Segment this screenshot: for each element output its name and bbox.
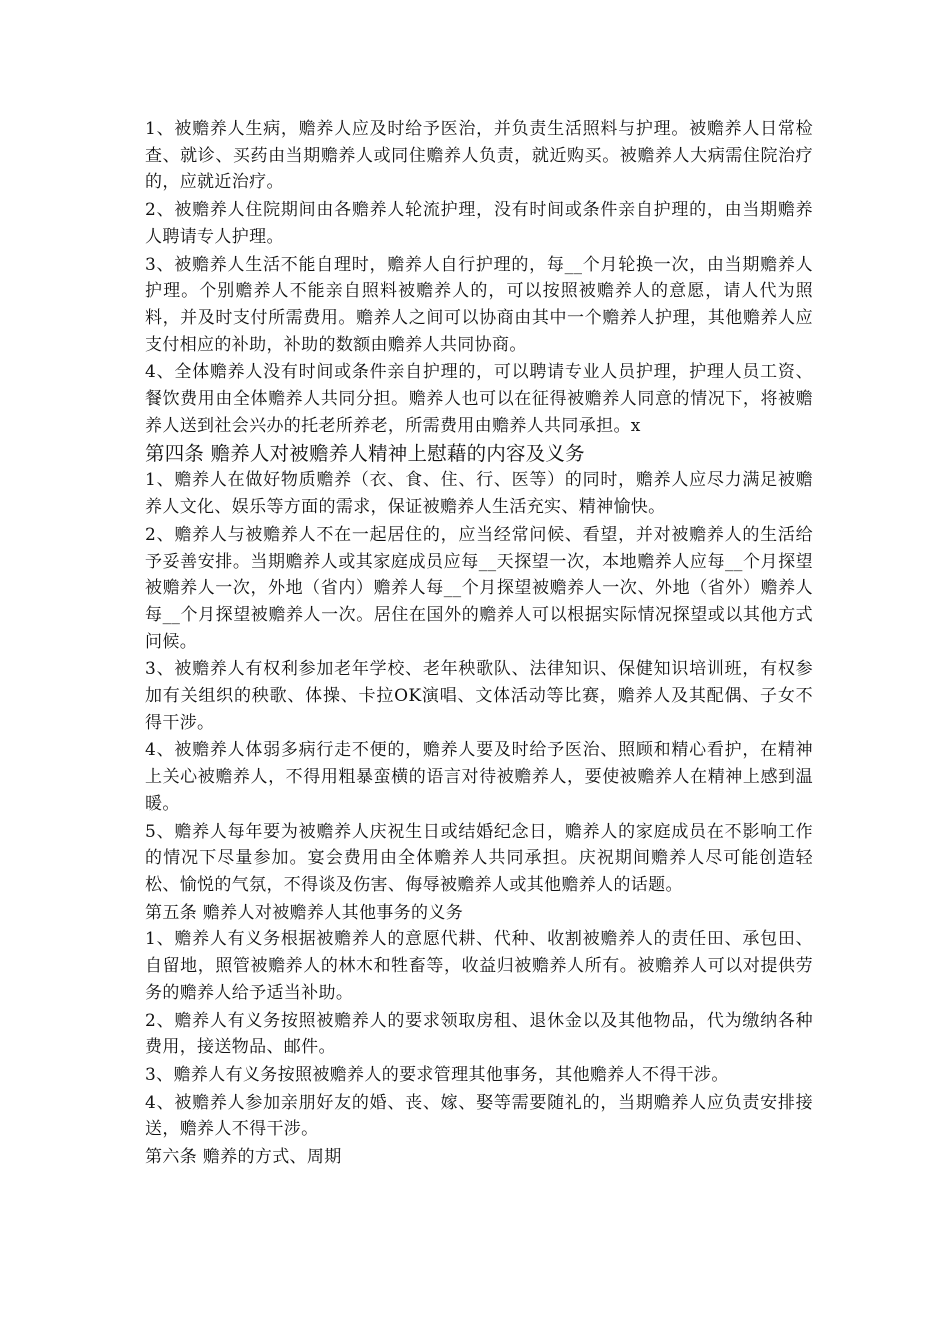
paragraph-article4-item3: 3、被赡养人有权利参加老年学校、老年秧歌队、法律知识、保健知识培训班，有权参加有关组织的秧歌、体操、卡拉OK演唱、文体活动等比赛，赡养人及其配偶、子女不得干涉。 [145, 659, 813, 733]
paragraph-article5-item1: 1、赡养人有义务根据被赡养人的意愿代耕、代种、收割被赡养人的责任田、承包田、自留地，照管被赡养人的林木和牲畜等，收益归被赡养人所有。被赡养人可以对提供劳务的赡养人给予适当补助。 [145, 929, 813, 1003]
paragraph-article3-item2: 2、被赡养人住院期间由各赡养人轮流护理，没有时间或条件亲自护理的，由当期赡养人聘请专人护理。 [145, 200, 813, 247]
paragraph-article4-item1: 1、赡养人在做好物质赡养（衣、食、住、行、医等）的同时，赡养人应尽力满足被赡养人文化、娱乐等方面的需求，保证被赡养人生活充实、精神愉快。 [145, 470, 813, 518]
article4-heading: 第四条 赡养人对被赡养人精神上慰藉的内容及义务 [145, 442, 585, 466]
paragraph-article3-item1: 1、被赡养人生病，赡养人应及时给予医治，并负责生活照料与护理。被赡养人日常检查、就诊、买药由当期赡养人或同住赡养人负责，就近购买。被赡养人大病需住院治疗的，应就近治疗。 [145, 119, 813, 193]
article6-heading: 第六条 赡养的方式、周期 [145, 1147, 342, 1168]
paragraph-article4-item5: 5、赡养人每年要为被赡养人庆祝生日或结婚纪念日，赡养人的家庭成员在不影响工作的情况下尽量参加。宴会费用由全体赡养人共同承担。庆祝期间赡养人尽可能创造轻松、愉悦的气氛，不得谈及伤害、侮辱被赡养人或其他赡养人的话题。 [145, 821, 813, 895]
paragraph-article3-item4: 4、全体赡养人没有时间或条件亲自护理的，可以聘请专业人员护理，护理人员工资、餐饮费用由全体赡养人共同分担。赡养人也可以在征得被赡养人同意的情况下，将被赡养人送到社会兴办的托老所养老，所需费用由赡养人共同承担。x [145, 362, 813, 436]
paragraph-article5-item2: 2、赡养人有义务按照被赡养人的要求领取房租、退休金以及其他物品，代为缴纳各种费用，接送物品、邮件。 [145, 1010, 813, 1058]
paragraph-article4-item4: 4、被赡养人体弱多病行走不便的，赡养人要及时给予医治、照顾和精心看护，在精神上关心被赡养人，不得用粗暴蛮横的语言对待被赡养人，要使被赡养人在精神上感到温暖。 [145, 740, 813, 814]
paragraph-article5-item4: 4、被赡养人参加亲朋好友的婚、丧、嫁、娶等需要随礼的，当期赡养人应负责安排接送，赡养人不得干涉。 [145, 1092, 813, 1140]
document-page [145, 116, 813, 1171]
paragraph-article5-item3: 3、赡养人有义务按照被赡养人的要求管理其他事务，其他赡养人不得干涉。 [145, 1064, 729, 1085]
paragraph-article4-item2: 2、赡养人与被赡养人不在一起居住的，应当经常问候、看望，并对被赡养人的生活给予妥善安排。当期赡养人或其家庭成员应每__天探望一次，本地赡养人应每__个月探望被赡养人一次，外地（省内）赡养人每__个月探望被赡养人一次、外地（省外）赡养人每__个月探望被赡养人一次。居住在国外的赡养人可以根据实际情况探望或以其他方式问候。 [145, 524, 813, 652]
article5-heading: 第五条 赡养人对被赡养人其他事务的义务 [145, 902, 464, 923]
paragraph-article3-item3: 3、被赡养人生活不能自理时，赡养人自行护理的，每__个月轮换一次，由当期赡养人护理。个别赡养人不能亲自照料被赡养人的，可以按照被赡养人的意愿，请人代为照料，并及时支付所需费用。赡养人之间可以协商由其中一个赡养人护理，其他赡养人应支付相应的补助，补助的数额由赡养人共同协商。 [145, 254, 813, 355]
